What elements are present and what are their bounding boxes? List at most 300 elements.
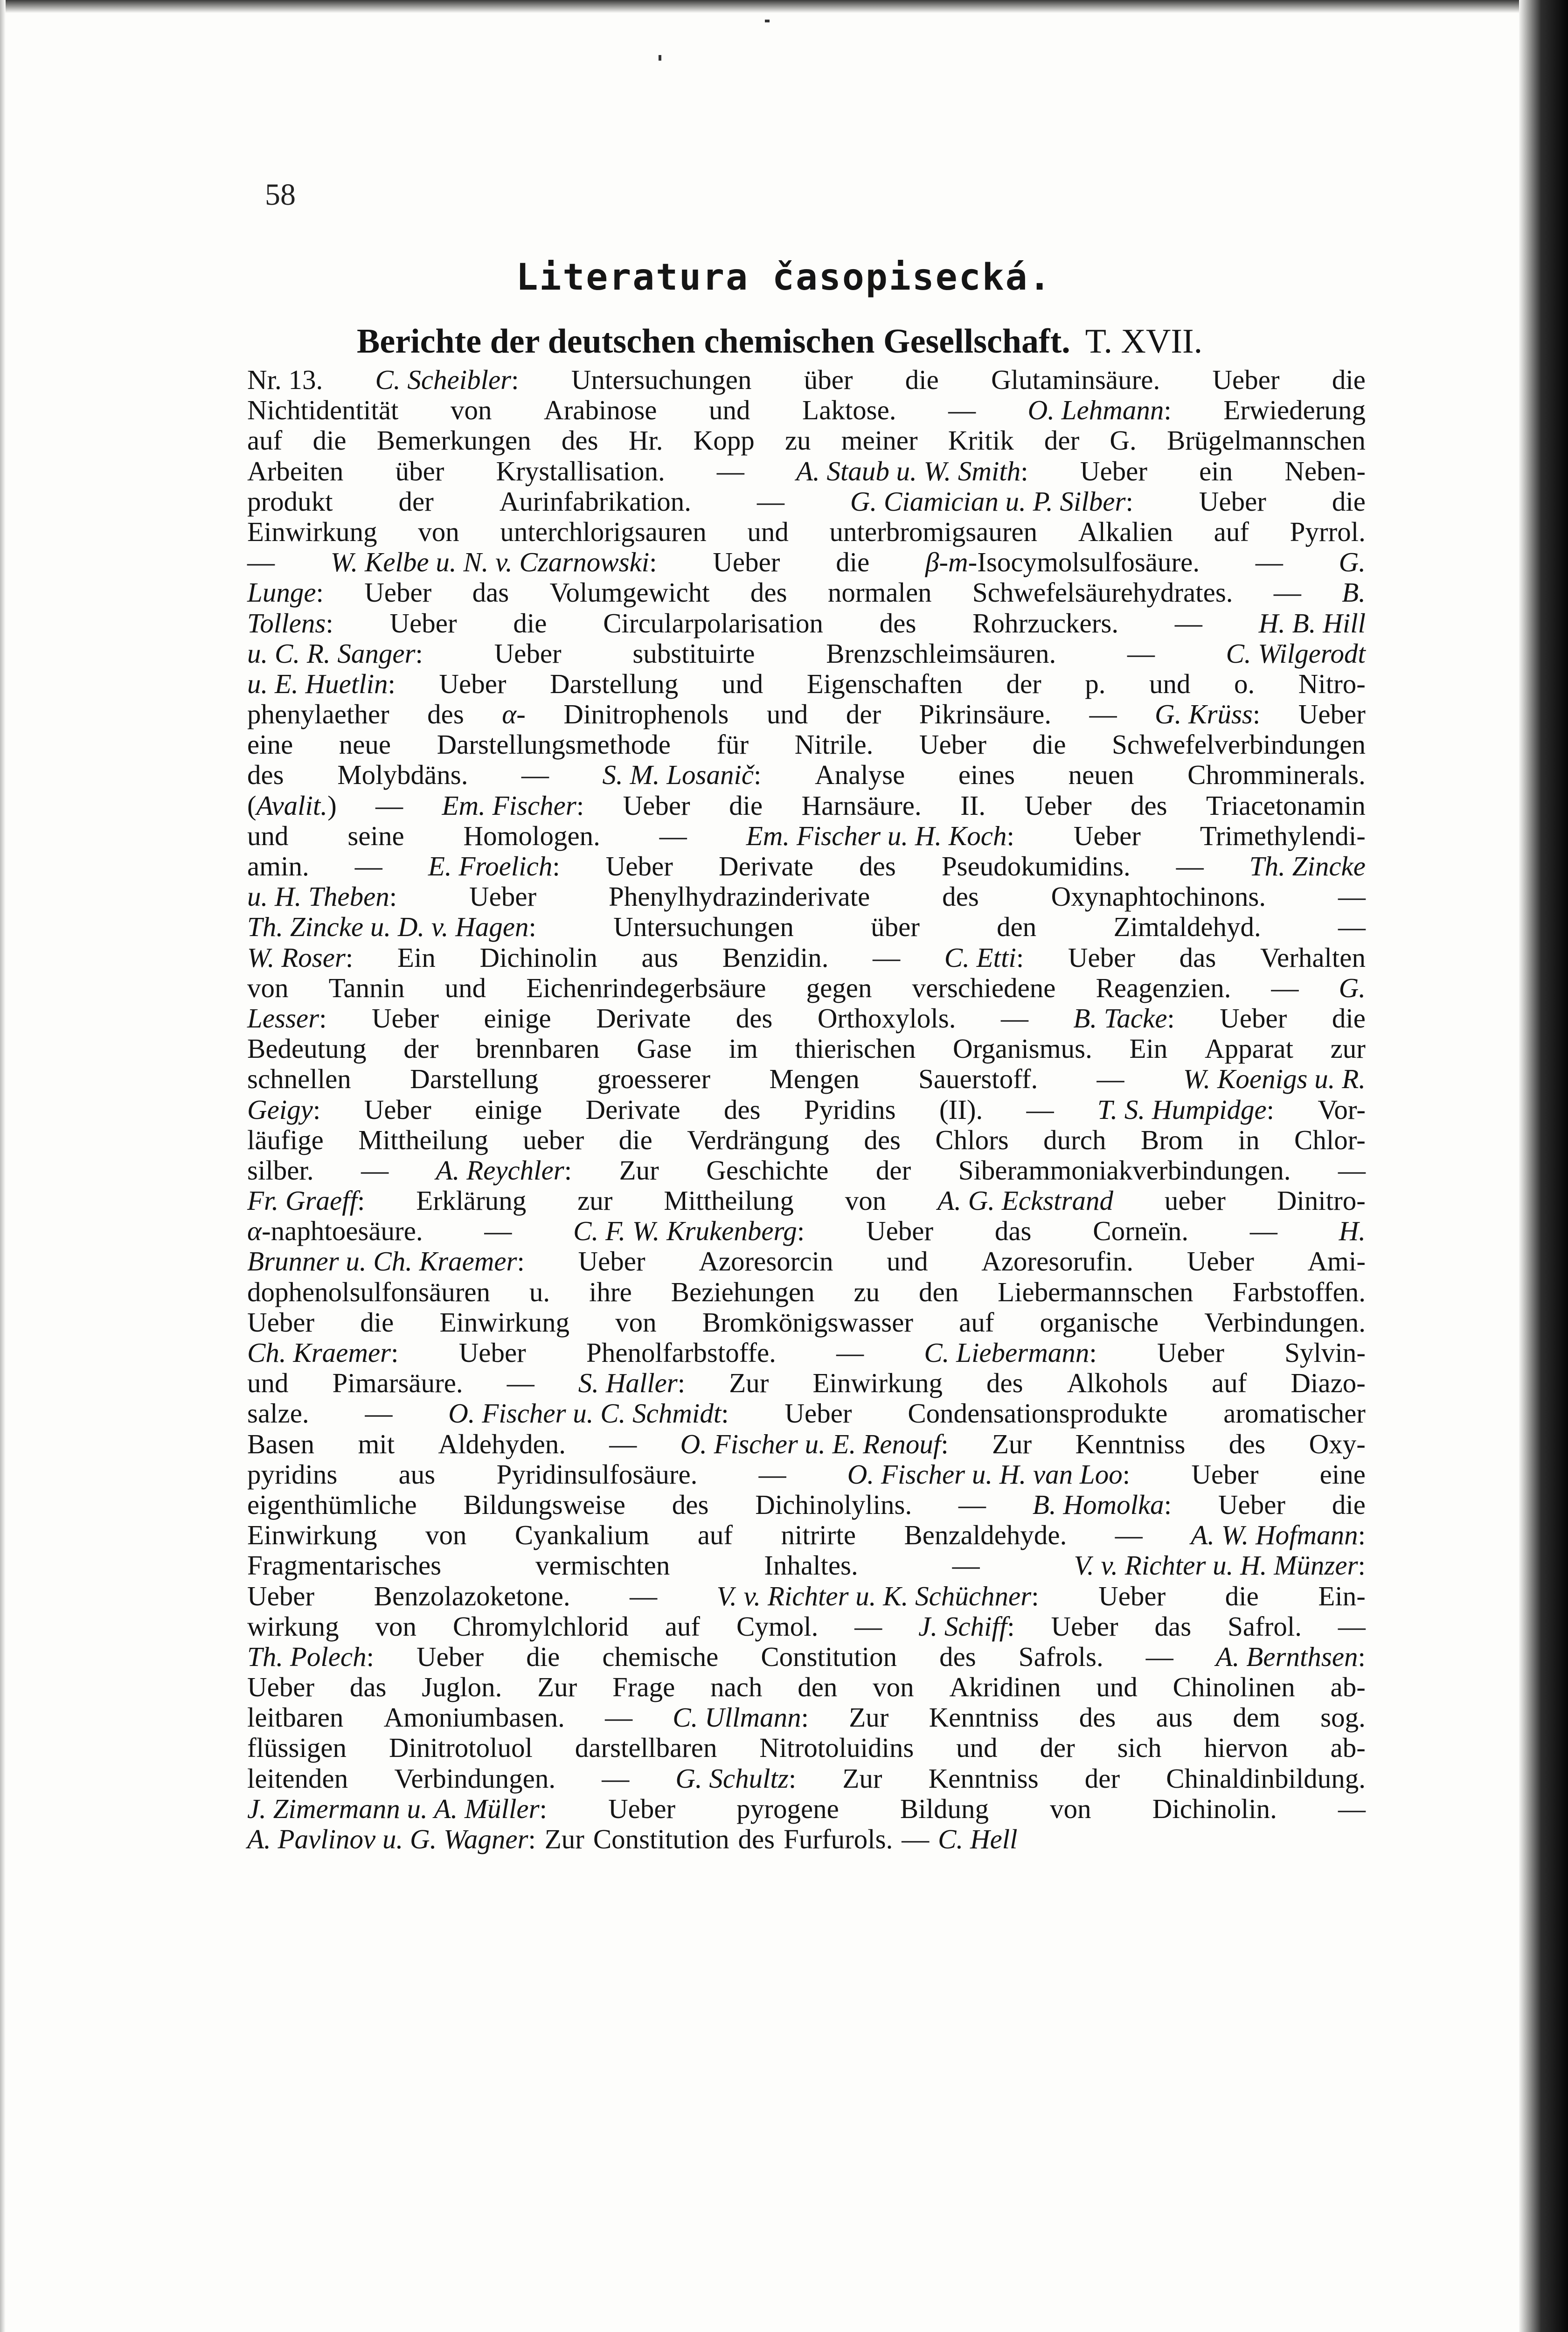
text-line bbox=[247, 1642, 1366, 1672]
text-word: Ueber bbox=[371, 1002, 439, 1034]
text-word: Beziehungen bbox=[671, 1276, 815, 1307]
text-word: Einwirkung bbox=[812, 1367, 943, 1399]
text-word: ihre bbox=[589, 1276, 632, 1307]
text-word: Glutaminsäure. bbox=[991, 364, 1160, 395]
text-word: des bbox=[879, 607, 916, 639]
text-word: darstellbaren bbox=[575, 1732, 717, 1763]
text-word: Lunge: bbox=[247, 577, 324, 608]
text-word: Azoresorufin. bbox=[981, 1246, 1134, 1277]
text-word: Corneïn. bbox=[1093, 1215, 1189, 1247]
text-word: V. v. Richter u. K. Schüchner: bbox=[716, 1580, 1039, 1611]
text-word: — bbox=[484, 1215, 512, 1247]
text-word: V. v. Richter u. H. Münzer: bbox=[1074, 1550, 1366, 1581]
text-word: von bbox=[375, 1610, 417, 1642]
text-word: Hr. bbox=[628, 425, 663, 456]
text-line bbox=[247, 1702, 1366, 1733]
text-word: G. bbox=[1110, 425, 1137, 456]
text-word: Liebermannschen bbox=[998, 1276, 1193, 1307]
text-word: die bbox=[905, 364, 939, 395]
text-word: ab- bbox=[1330, 1672, 1366, 1703]
text-word: die bbox=[526, 1641, 560, 1672]
text-word: Ueber bbox=[247, 1306, 315, 1338]
text-word: Volumgewicht bbox=[549, 577, 710, 608]
text-word: Ueber bbox=[605, 851, 673, 881]
text-word: Alkohols bbox=[1067, 1367, 1168, 1399]
text-word: O. Fischer u. H. van Loo: bbox=[847, 1458, 1131, 1490]
text-word: Fragmentarisches bbox=[247, 1550, 442, 1581]
text-word: Analyse bbox=[815, 759, 905, 791]
text-word: der bbox=[1084, 1763, 1120, 1794]
scan-speck bbox=[659, 55, 661, 61]
text-word: o. bbox=[1234, 668, 1255, 699]
section-title: Literatura časopisecká. bbox=[516, 257, 1052, 298]
text-word: zur bbox=[577, 1185, 613, 1216]
text-word: die bbox=[1332, 1002, 1366, 1034]
text-word: — bbox=[1338, 1154, 1366, 1186]
text-line bbox=[247, 821, 1366, 851]
text-word: Harnsäure. bbox=[801, 790, 922, 821]
text-word: Molybdäns. bbox=[337, 759, 468, 791]
text-word: der bbox=[875, 1154, 911, 1186]
text-word: Einwirkung bbox=[247, 516, 377, 547]
text-word: groesserer bbox=[597, 1063, 711, 1095]
text-word: sog. bbox=[1320, 1702, 1366, 1733]
text-word: Ueber bbox=[1080, 455, 1147, 486]
text-word: und bbox=[887, 1246, 928, 1277]
text-word: Bildungsweise bbox=[463, 1489, 625, 1520]
text-word: — bbox=[1127, 638, 1155, 669]
text-word: Ueber bbox=[578, 1246, 645, 1277]
text-line bbox=[247, 1216, 1366, 1246]
text-word: Cymol. bbox=[736, 1610, 819, 1642]
text-word: Circularpolarisation bbox=[603, 607, 824, 639]
text-word: Tollens: bbox=[247, 607, 333, 639]
text-word: auf bbox=[1214, 516, 1249, 547]
text-word: J. Zimermann u. A. Müller: bbox=[247, 1793, 547, 1824]
text-word: Benzidin. bbox=[722, 942, 829, 973]
text-word: Ueber bbox=[1068, 942, 1136, 973]
text-line bbox=[247, 973, 1366, 1003]
text-word: Zur bbox=[537, 1672, 577, 1703]
text-word: und bbox=[747, 516, 789, 547]
text-word: — bbox=[1338, 881, 1366, 912]
text-word: Fr. Graeff: bbox=[247, 1185, 365, 1216]
text-word: — bbox=[958, 1489, 986, 1520]
text-line bbox=[247, 1763, 1366, 1794]
text-word: Alkalien bbox=[1078, 516, 1173, 547]
text-word: schnellen bbox=[247, 1063, 351, 1095]
text-word: — bbox=[1273, 577, 1301, 608]
text-word: Th. Zincke bbox=[1249, 851, 1366, 881]
text-word: das bbox=[1154, 1610, 1192, 1642]
text-word: Dinitrotoluol bbox=[389, 1732, 533, 1763]
text-word: Dichinolylins. bbox=[755, 1489, 912, 1520]
text-word: zu bbox=[784, 425, 811, 456]
text-word: — bbox=[602, 1763, 630, 1794]
text-word: Inhaltes. bbox=[764, 1550, 858, 1581]
text-word: C. Hell bbox=[938, 1824, 1018, 1854]
text-word: des bbox=[672, 1489, 709, 1520]
text-word: phenylaether bbox=[247, 699, 389, 730]
text-word: Nitro- bbox=[1298, 668, 1366, 699]
text-word: A. G. Eckstrand bbox=[937, 1185, 1114, 1216]
journal-heading bbox=[357, 322, 1364, 361]
text-word: — bbox=[659, 820, 687, 851]
text-word: Furfurols. bbox=[784, 1824, 893, 1854]
text-word: Brenzschleimsäuren. bbox=[826, 638, 1056, 669]
text-word: Ueber bbox=[458, 1337, 526, 1368]
text-word: die bbox=[1032, 729, 1066, 760]
text-word: aus bbox=[398, 1458, 436, 1490]
text-line bbox=[247, 1824, 1366, 1854]
text-word: eigenthümliche bbox=[247, 1489, 417, 1520]
text-word: Aurinfabrikation. bbox=[499, 486, 692, 517]
text-word: — bbox=[948, 395, 976, 426]
text-word: Zur bbox=[729, 1367, 769, 1399]
text-word: Safrols. bbox=[1018, 1641, 1103, 1672]
text-word: Ueber bbox=[1157, 1337, 1225, 1368]
text-word: die bbox=[312, 425, 347, 456]
text-line bbox=[247, 1581, 1366, 1611]
text-word: C. Wilgerodt bbox=[1226, 638, 1366, 669]
text-word: Azoresorcin bbox=[699, 1246, 833, 1277]
text-word: die bbox=[1332, 364, 1366, 395]
text-word: auf bbox=[697, 1520, 733, 1551]
text-word: — bbox=[836, 1337, 864, 1368]
text-word: Brom bbox=[1140, 1124, 1204, 1155]
text-word: und bbox=[1149, 668, 1191, 699]
text-word: B. bbox=[1342, 577, 1366, 608]
text-line bbox=[247, 1733, 1366, 1763]
text-word: Dinitrophenols bbox=[563, 699, 729, 730]
text-word: Benzolazoketone. bbox=[374, 1580, 570, 1611]
text-word: chemische bbox=[602, 1641, 719, 1672]
text-word: die bbox=[1225, 1580, 1259, 1611]
text-word: das bbox=[994, 1215, 1032, 1247]
text-word: Ueber bbox=[1191, 1458, 1259, 1490]
text-line bbox=[247, 851, 1366, 881]
text-word: Zur bbox=[544, 1824, 584, 1854]
text-word: — bbox=[1249, 1215, 1277, 1247]
text-word: — bbox=[1115, 1520, 1143, 1551]
text-word: (Avalit.) bbox=[247, 790, 337, 821]
text-word: das bbox=[472, 577, 509, 608]
text-word: den bbox=[798, 1672, 838, 1703]
text-word: einige bbox=[484, 1002, 551, 1034]
text-word: Dichinolin. bbox=[1152, 1793, 1277, 1824]
text-word: Chromminerals. bbox=[1187, 759, 1366, 791]
text-word: β-m-Isocymolsulfosäure. bbox=[925, 547, 1200, 578]
text-word: zu bbox=[853, 1276, 880, 1307]
text-word: G. Krüss: bbox=[1155, 699, 1261, 730]
text-word: Ein bbox=[397, 942, 436, 973]
text-word: Apparat bbox=[1204, 1033, 1293, 1064]
text-word: Benzaldehyde. bbox=[904, 1520, 1067, 1551]
text-word: Chinolinen bbox=[1173, 1672, 1295, 1703]
text-word: von bbox=[425, 1520, 467, 1551]
text-word: Trimethylendi- bbox=[1200, 820, 1366, 851]
text-word: — bbox=[365, 1398, 393, 1429]
text-word: O. Fischer u. C. Schmidt: bbox=[448, 1398, 729, 1429]
text-word: Einwirkung bbox=[439, 1306, 570, 1338]
text-word: Dichinolin bbox=[479, 942, 597, 973]
text-word: Pyridinsulfosäure. bbox=[496, 1458, 698, 1490]
text-word: — bbox=[756, 486, 784, 517]
text-word: Darstellungsmethode bbox=[437, 729, 671, 760]
text-word: Ueber bbox=[364, 577, 432, 608]
text-word: Derivate bbox=[596, 1002, 691, 1034]
text-word: Em. Fischer u. H. Koch: bbox=[746, 820, 1014, 851]
text-line bbox=[247, 1155, 1366, 1186]
text-word: Verbindungen. bbox=[1204, 1306, 1366, 1338]
text-word: läufige bbox=[247, 1124, 324, 1155]
text-word: Darstellung bbox=[410, 1063, 539, 1095]
text-word: unterbromigsauren bbox=[829, 516, 1038, 547]
text-word: die bbox=[836, 547, 870, 578]
text-word: Ueber bbox=[1024, 790, 1092, 821]
text-line bbox=[247, 1490, 1366, 1520]
text-word: mit bbox=[358, 1428, 395, 1459]
text-word: von bbox=[247, 972, 289, 1003]
text-word: das bbox=[1179, 942, 1216, 973]
text-word: Oxynaphtochinons. bbox=[1051, 881, 1266, 912]
text-line bbox=[247, 943, 1366, 973]
text-word: substituirte bbox=[632, 638, 755, 669]
text-word: Ueber bbox=[1073, 820, 1141, 851]
text-word: Zimtaldehyd. bbox=[1113, 911, 1261, 943]
text-word: A. Staub u. W. Smith: bbox=[796, 455, 1028, 486]
text-word: — bbox=[630, 1580, 658, 1611]
text-word: salze. bbox=[247, 1398, 309, 1429]
text-word: Kenntniss bbox=[929, 1702, 1039, 1733]
text-word: amin. bbox=[247, 851, 309, 881]
text-line bbox=[247, 760, 1366, 790]
text-word: Th. Polech: bbox=[247, 1641, 375, 1672]
text-word: Oxy- bbox=[1309, 1428, 1366, 1459]
text-word: — bbox=[1089, 699, 1117, 730]
text-word: — bbox=[1026, 1094, 1054, 1125]
text-word: C. F. W. Krukenberg: bbox=[573, 1215, 805, 1247]
text-word: Diazo- bbox=[1290, 1367, 1366, 1399]
text-line bbox=[247, 486, 1366, 517]
text-word: Chinaldinbildung. bbox=[1166, 1763, 1366, 1794]
text-word: ein bbox=[1199, 455, 1233, 486]
text-word: die bbox=[1332, 486, 1366, 517]
text-word: ueber bbox=[523, 1124, 584, 1155]
text-word: nitrirte bbox=[781, 1520, 856, 1551]
text-word: — bbox=[1255, 547, 1283, 578]
text-word: G. bbox=[1339, 972, 1366, 1003]
text-word: den bbox=[997, 911, 1037, 943]
text-word: und bbox=[956, 1732, 998, 1763]
text-word: Cyankalium bbox=[514, 1520, 650, 1551]
text-word: Ueber bbox=[784, 1398, 852, 1429]
text-word: zur bbox=[1330, 1033, 1366, 1064]
text-word: wirkung bbox=[247, 1610, 339, 1642]
text-word: Em. Fischer: bbox=[442, 790, 584, 821]
text-word: Pyrrol. bbox=[1290, 516, 1366, 547]
text-word: auf bbox=[665, 1610, 701, 1642]
text-word: und bbox=[247, 1367, 289, 1399]
text-word: Mittheilung bbox=[358, 1124, 488, 1155]
text-line bbox=[247, 577, 1366, 608]
text-word: Pikrinsäure. bbox=[919, 699, 1052, 730]
text-line bbox=[247, 547, 1366, 577]
text-word: — bbox=[1271, 972, 1299, 1003]
text-word: und bbox=[444, 972, 486, 1003]
text-word: und bbox=[766, 699, 808, 730]
text-word: meiner bbox=[841, 425, 918, 456]
text-word: von bbox=[845, 1185, 887, 1216]
text-word: Geschichte bbox=[706, 1154, 829, 1186]
text-word: u. C. R. Sanger: bbox=[247, 638, 423, 669]
text-word: Brügelmannschen bbox=[1166, 425, 1366, 456]
text-word: Farbstoffen. bbox=[1232, 1276, 1366, 1307]
text-word: Constitution bbox=[593, 1824, 729, 1854]
text-word: des bbox=[864, 1124, 901, 1155]
text-word: J. Schiff: bbox=[918, 1610, 1015, 1642]
text-word: Eichenrindegerbsäure bbox=[526, 972, 766, 1003]
text-word: Ueber bbox=[1051, 1610, 1118, 1642]
text-word: Zur bbox=[992, 1428, 1032, 1459]
text-word: Mittheilung bbox=[664, 1185, 794, 1216]
text-line bbox=[247, 1064, 1366, 1094]
text-word: — bbox=[609, 1428, 637, 1459]
text-word: des bbox=[1079, 1702, 1116, 1733]
text-word: E. Froelich: bbox=[428, 851, 560, 881]
text-line bbox=[247, 1125, 1366, 1155]
text-word: Ami- bbox=[1307, 1246, 1366, 1277]
text-word: silber. bbox=[247, 1154, 314, 1186]
text-word: leitbaren bbox=[247, 1702, 344, 1733]
text-word: (II). bbox=[939, 1094, 983, 1125]
text-word: Krystallisation. bbox=[496, 455, 665, 486]
text-word: — bbox=[952, 1550, 980, 1581]
text-word: der bbox=[1044, 425, 1080, 456]
text-word: — bbox=[1338, 1610, 1366, 1642]
text-line bbox=[247, 608, 1366, 639]
text-word: — bbox=[873, 942, 901, 973]
text-word: unterchlorigsauren bbox=[500, 516, 707, 547]
text-word: — bbox=[716, 455, 744, 486]
text-word: der bbox=[1006, 668, 1041, 699]
text-word: u. H. Theben: bbox=[247, 881, 397, 912]
text-word: in bbox=[1238, 1124, 1260, 1155]
text-word: — bbox=[1338, 911, 1366, 943]
text-line bbox=[247, 1459, 1366, 1490]
text-line bbox=[247, 729, 1366, 760]
text-word: Pseudokumidins. bbox=[941, 851, 1131, 881]
text-word: W. Koenigs u. R. bbox=[1183, 1063, 1366, 1095]
text-word: Einwirkung bbox=[247, 1520, 377, 1551]
text-word: Zur bbox=[849, 1702, 889, 1733]
text-word: thierischen bbox=[795, 1033, 916, 1064]
text-word: Bromkönigswasser bbox=[702, 1306, 914, 1338]
text-line bbox=[247, 1368, 1366, 1398]
text-line bbox=[247, 639, 1366, 669]
text-word: der bbox=[403, 1033, 439, 1064]
text-word: Juglon. bbox=[422, 1672, 502, 1703]
text-word: — bbox=[1000, 1002, 1028, 1034]
text-word: — bbox=[1145, 1641, 1173, 1672]
text-word: aus bbox=[641, 942, 679, 973]
text-word: G. bbox=[1339, 547, 1366, 578]
text-word: Tannin bbox=[328, 972, 405, 1003]
text-word: H. bbox=[1339, 1215, 1366, 1247]
text-word: im bbox=[728, 1033, 758, 1064]
text-line bbox=[247, 1429, 1366, 1459]
text-word: des bbox=[1130, 790, 1167, 821]
page-number: 58 bbox=[265, 178, 296, 212]
text-word: Aldehyden. bbox=[438, 1428, 566, 1459]
text-word: C. Etti: bbox=[944, 942, 1024, 973]
text-word: Eigenschaften bbox=[806, 668, 963, 699]
text-word: Ch. Kraemer: bbox=[247, 1337, 399, 1368]
text-word: von bbox=[615, 1306, 657, 1338]
text-word: Neben- bbox=[1284, 455, 1366, 486]
text-word: Nitrile. bbox=[794, 729, 874, 760]
text-line bbox=[247, 699, 1366, 729]
text-line bbox=[247, 881, 1366, 912]
text-word: Ueber bbox=[247, 1580, 315, 1611]
text-word: des bbox=[738, 1824, 775, 1854]
text-word: normalen bbox=[827, 577, 932, 608]
text-word: über bbox=[871, 911, 920, 943]
text-word: ueber bbox=[1164, 1185, 1226, 1216]
text-word: durch bbox=[1043, 1124, 1106, 1155]
text-word: eine bbox=[1319, 1458, 1366, 1490]
text-word: C. Scheibler: bbox=[375, 364, 519, 395]
text-word: Ueber bbox=[389, 607, 457, 639]
text-word: — bbox=[361, 1154, 389, 1186]
text-word: Dinitro- bbox=[1277, 1185, 1366, 1216]
text-word: Zur bbox=[619, 1154, 659, 1186]
text-word: G. Schultz: bbox=[675, 1763, 797, 1794]
text-word: Gase bbox=[637, 1033, 692, 1064]
text-word: Lesser: bbox=[247, 1002, 327, 1034]
text-word: des bbox=[986, 1367, 1023, 1399]
text-word: Ueber bbox=[247, 1672, 315, 1703]
text-word: C. Ullmann: bbox=[673, 1702, 809, 1733]
text-word: Arbeiten bbox=[247, 455, 344, 486]
text-word: auf bbox=[959, 1306, 994, 1338]
text-word: aus bbox=[1156, 1702, 1193, 1733]
text-word: O. Lehmann: bbox=[1027, 395, 1172, 426]
text-word: auf bbox=[1212, 1367, 1247, 1399]
text-word: die bbox=[513, 607, 547, 639]
text-word: hiervon bbox=[1204, 1732, 1288, 1763]
text-word: u. bbox=[529, 1276, 550, 1307]
text-word: von bbox=[1050, 1793, 1091, 1824]
text-word: Ueber bbox=[1199, 486, 1266, 517]
text-word: Vor- bbox=[1318, 1094, 1366, 1125]
text-word: Ueber bbox=[866, 1215, 934, 1247]
journal-title: Berichte der deutschen chemischen Gesellschaft. bbox=[357, 322, 1070, 361]
text-word: von bbox=[450, 395, 492, 426]
text-word: Phenolfarbstoffe. bbox=[586, 1337, 776, 1368]
text-word: Verhalten bbox=[1260, 942, 1366, 973]
text-word: Derivate bbox=[718, 851, 814, 881]
text-word: des bbox=[1228, 1428, 1266, 1459]
text-word: leitenden bbox=[247, 1763, 348, 1794]
text-word: — bbox=[354, 851, 382, 881]
text-word: Homologen. bbox=[463, 820, 600, 851]
text-line bbox=[247, 1277, 1366, 1307]
journal-volume: T. XVII. bbox=[1085, 322, 1203, 361]
text-word: über bbox=[395, 455, 444, 486]
text-word: für bbox=[716, 729, 749, 760]
text-word: Condensationsprodukte bbox=[908, 1398, 1168, 1429]
